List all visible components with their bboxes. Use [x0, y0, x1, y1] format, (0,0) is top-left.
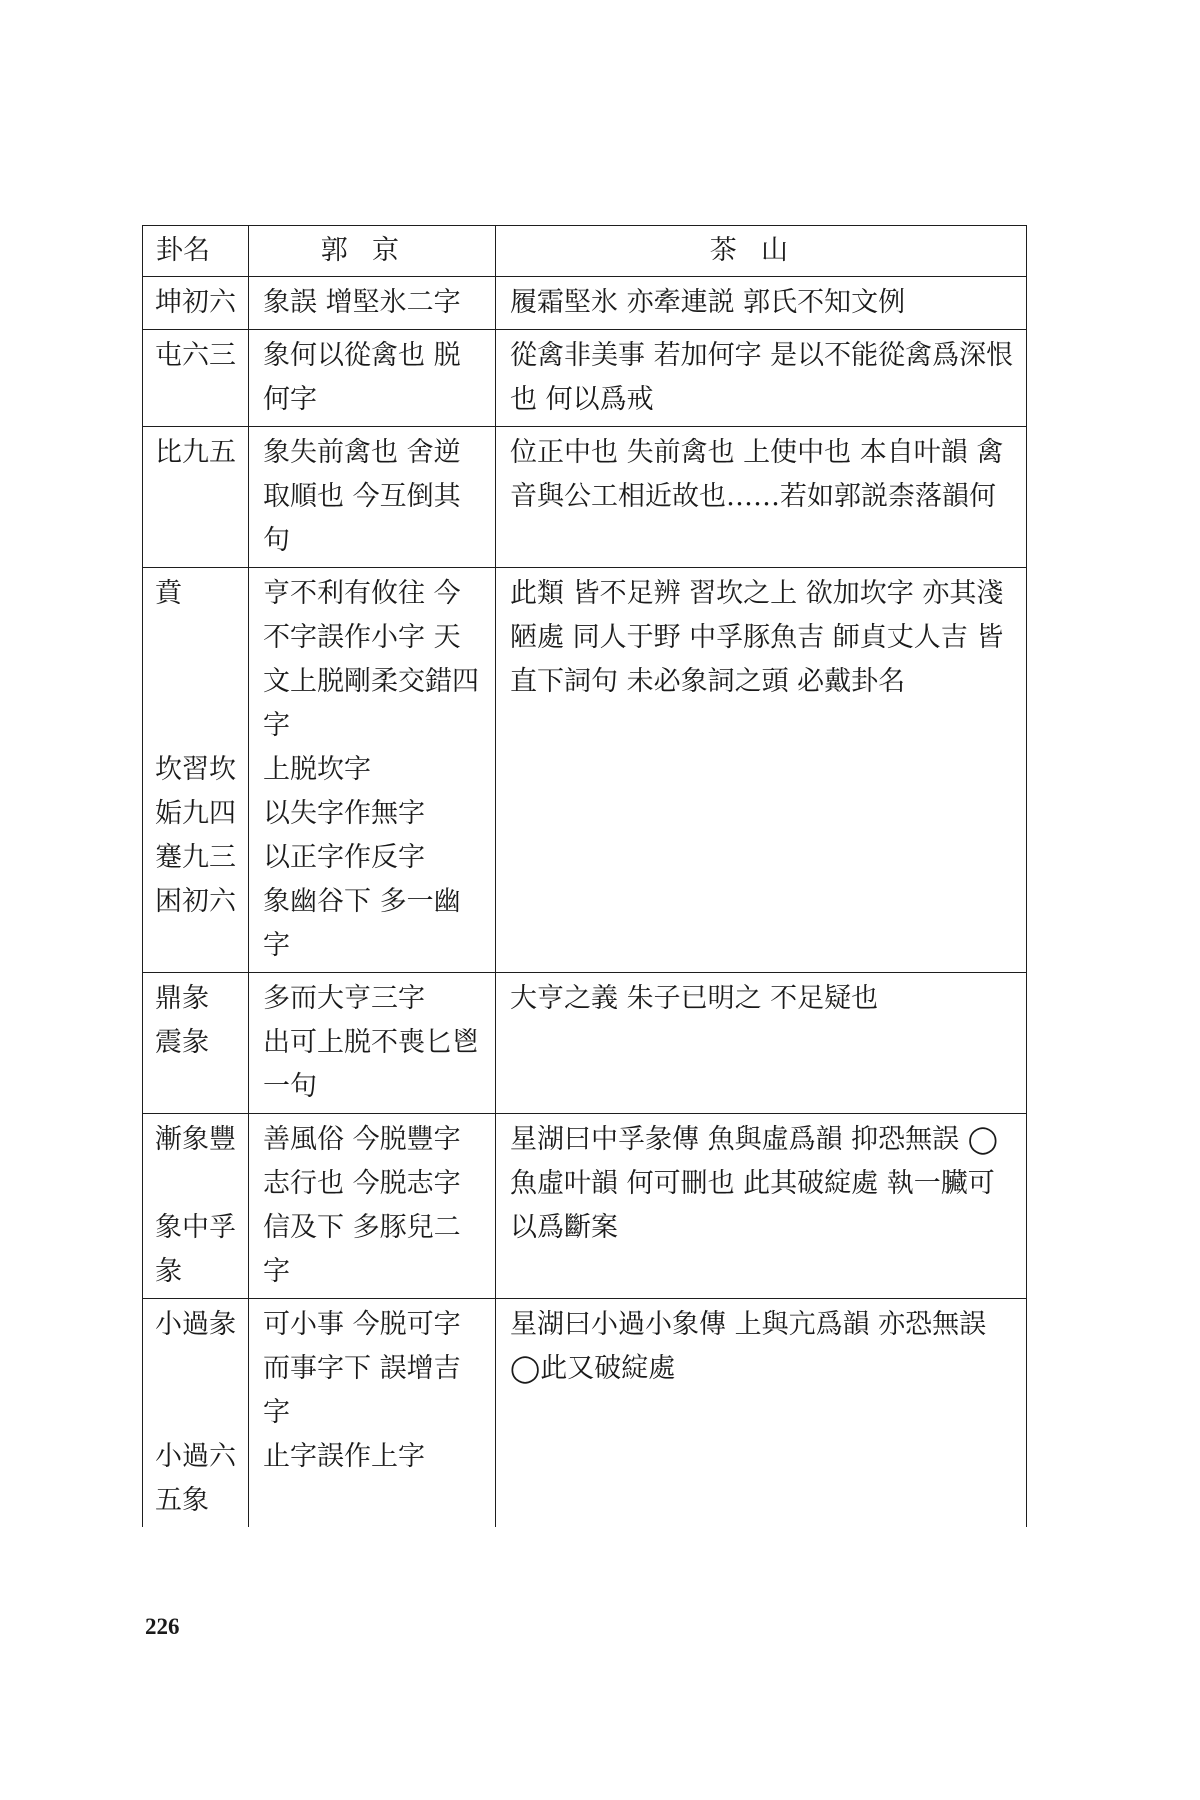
text-line: 一句	[263, 1071, 317, 1102]
table-row	[143, 1299, 1027, 1528]
text-line: 小過六	[155, 1441, 236, 1472]
header-gua-name: 卦名	[143, 226, 249, 277]
text-line: 亨不利有攸往 今	[263, 578, 461, 609]
text-line: 可小事 今脱可字	[263, 1309, 461, 1340]
text-line: ◯此又破綻處	[510, 1353, 676, 1384]
table-row	[143, 277, 1027, 330]
text-line: 句	[263, 525, 290, 556]
text-line: 止字誤作上字	[263, 1441, 425, 1472]
text-line: 志行也 今脱志字	[263, 1168, 461, 1199]
text-line: 善風俗 今脱豐字	[263, 1124, 461, 1155]
header-guo-jing: 郭京	[249, 226, 496, 277]
text-line: 出可上脱不喪匕鬯	[263, 1027, 479, 1058]
text-line: 魚虛叶韻 何可刪也 此其破綻處 執一臟可	[510, 1168, 995, 1199]
text-line: 象誤 增堅氷二字	[263, 287, 461, 318]
text-line: 履霜堅氷 亦牽連説 郭氏不知文例	[510, 287, 906, 318]
text-line: 震彖	[155, 1027, 209, 1058]
guo-jing-cell	[249, 973, 496, 1114]
text-line: 多而大亨三字	[263, 983, 425, 1014]
guo-jing-cell	[249, 427, 496, 568]
header-dasan: 茶山	[496, 226, 1027, 277]
dasan-cell	[496, 1299, 1027, 1528]
text-line: 大亨之義 朱子已明之 不足疑也	[510, 983, 879, 1014]
text-line: 而事字下 誤增吉	[263, 1353, 461, 1384]
text-line: 坎習坎	[155, 754, 236, 785]
text-line: 五象	[155, 1485, 209, 1516]
text-line: 陋處 同人于野 中孚豚魚吉 師貞丈人吉 皆	[510, 622, 1004, 653]
text-line: 字	[263, 1397, 290, 1428]
page-number: 226	[145, 1614, 180, 1639]
gua-name-cell	[143, 277, 249, 330]
header-row	[143, 226, 1027, 277]
text-line: 文上脱剛柔交錯四	[263, 666, 479, 697]
text-line: 象中孚	[155, 1212, 236, 1243]
guo-jing-cell	[249, 568, 496, 973]
text-line: 以爲斷案	[510, 1212, 618, 1243]
text-line: 彖	[155, 1256, 182, 1287]
text-line: 不字誤作小字 天	[263, 622, 461, 653]
text-line: 也 何以爲戒	[510, 384, 654, 415]
text-line: 以正字作反字	[263, 842, 425, 873]
table-row	[143, 1114, 1027, 1299]
text-line: 困初六	[155, 886, 236, 917]
text-line: 取順也 今互倒其	[263, 481, 461, 512]
text-line: 比九五	[155, 437, 236, 468]
guo-jing-cell	[249, 1114, 496, 1299]
text-line: 星湖曰小過小象傳 上與亢爲韻 亦恐無誤	[510, 1309, 987, 1340]
text-line: 姤九四	[155, 798, 236, 829]
blank-line	[155, 1162, 248, 1206]
blank-line	[155, 616, 248, 660]
text-line: 從禽非美事 若加何字 是以不能從禽爲深恨	[510, 340, 1014, 371]
guo-jing-cell	[249, 277, 496, 330]
text-line: 字	[263, 710, 290, 741]
guo-jing-cell	[249, 1299, 496, 1528]
text-line: 星湖曰中孚彖傳 魚與虛爲韻 抑恐無誤 ◯	[510, 1124, 998, 1155]
text-line: 小過彖	[155, 1309, 236, 1340]
dasan-cell	[496, 568, 1027, 973]
blank-line	[155, 1391, 248, 1435]
dasan-cell	[496, 973, 1027, 1114]
dasan-cell	[496, 427, 1027, 568]
guo-jing-cell	[249, 330, 496, 427]
table-row	[143, 568, 1027, 973]
table-row	[143, 330, 1027, 427]
comparison-table	[142, 225, 1027, 1527]
text-line: 直下詞句 未必象詞之頭 必戴卦名	[510, 666, 906, 697]
text-line: 音與公工相近故也……若如郭説柰落韻何	[510, 481, 996, 512]
gua-name-cell	[143, 330, 249, 427]
text-line: 屯六三	[155, 340, 236, 371]
text-line: 此類 皆不足辨 習坎之上 欲加坎字 亦其淺	[510, 578, 1004, 609]
text-line: 字	[263, 1256, 290, 1287]
text-line: 象幽谷下 多一幽	[263, 886, 461, 917]
text-line: 字	[263, 930, 290, 961]
dasan-cell	[496, 277, 1027, 330]
gua-name-cell	[143, 973, 249, 1114]
table-body	[143, 277, 1027, 1528]
blank-line	[155, 704, 248, 748]
gua-name-cell	[143, 427, 249, 568]
text-line: 象失前禽也 舍逆	[263, 437, 461, 468]
gua-name-cell	[143, 568, 249, 973]
text-line: 以失字作無字	[263, 798, 425, 829]
text-line: 蹇九三	[155, 842, 236, 873]
dasan-cell	[496, 1114, 1027, 1299]
text-line: 上脱坎字	[263, 754, 371, 785]
blank-line	[155, 660, 248, 704]
blank-line	[155, 1347, 248, 1391]
table-row	[143, 427, 1027, 568]
gua-name-cell	[143, 1299, 249, 1528]
text-line: 象何以從禽也 脱	[263, 340, 461, 371]
text-line: 漸象豐	[155, 1124, 236, 1155]
text-line: 信及下 多豚兒二	[263, 1212, 461, 1243]
text-line: 賁	[155, 578, 182, 609]
gua-name-cell	[143, 1114, 249, 1299]
text-line: 鼎彖	[155, 983, 209, 1014]
table-row	[143, 973, 1027, 1114]
text-line: 何字	[263, 384, 317, 415]
dasan-cell	[496, 330, 1027, 427]
text-line: 坤初六	[155, 287, 236, 318]
text-line: 位正中也 失前禽也 上使中也 本自叶韻 禽	[510, 437, 1004, 468]
